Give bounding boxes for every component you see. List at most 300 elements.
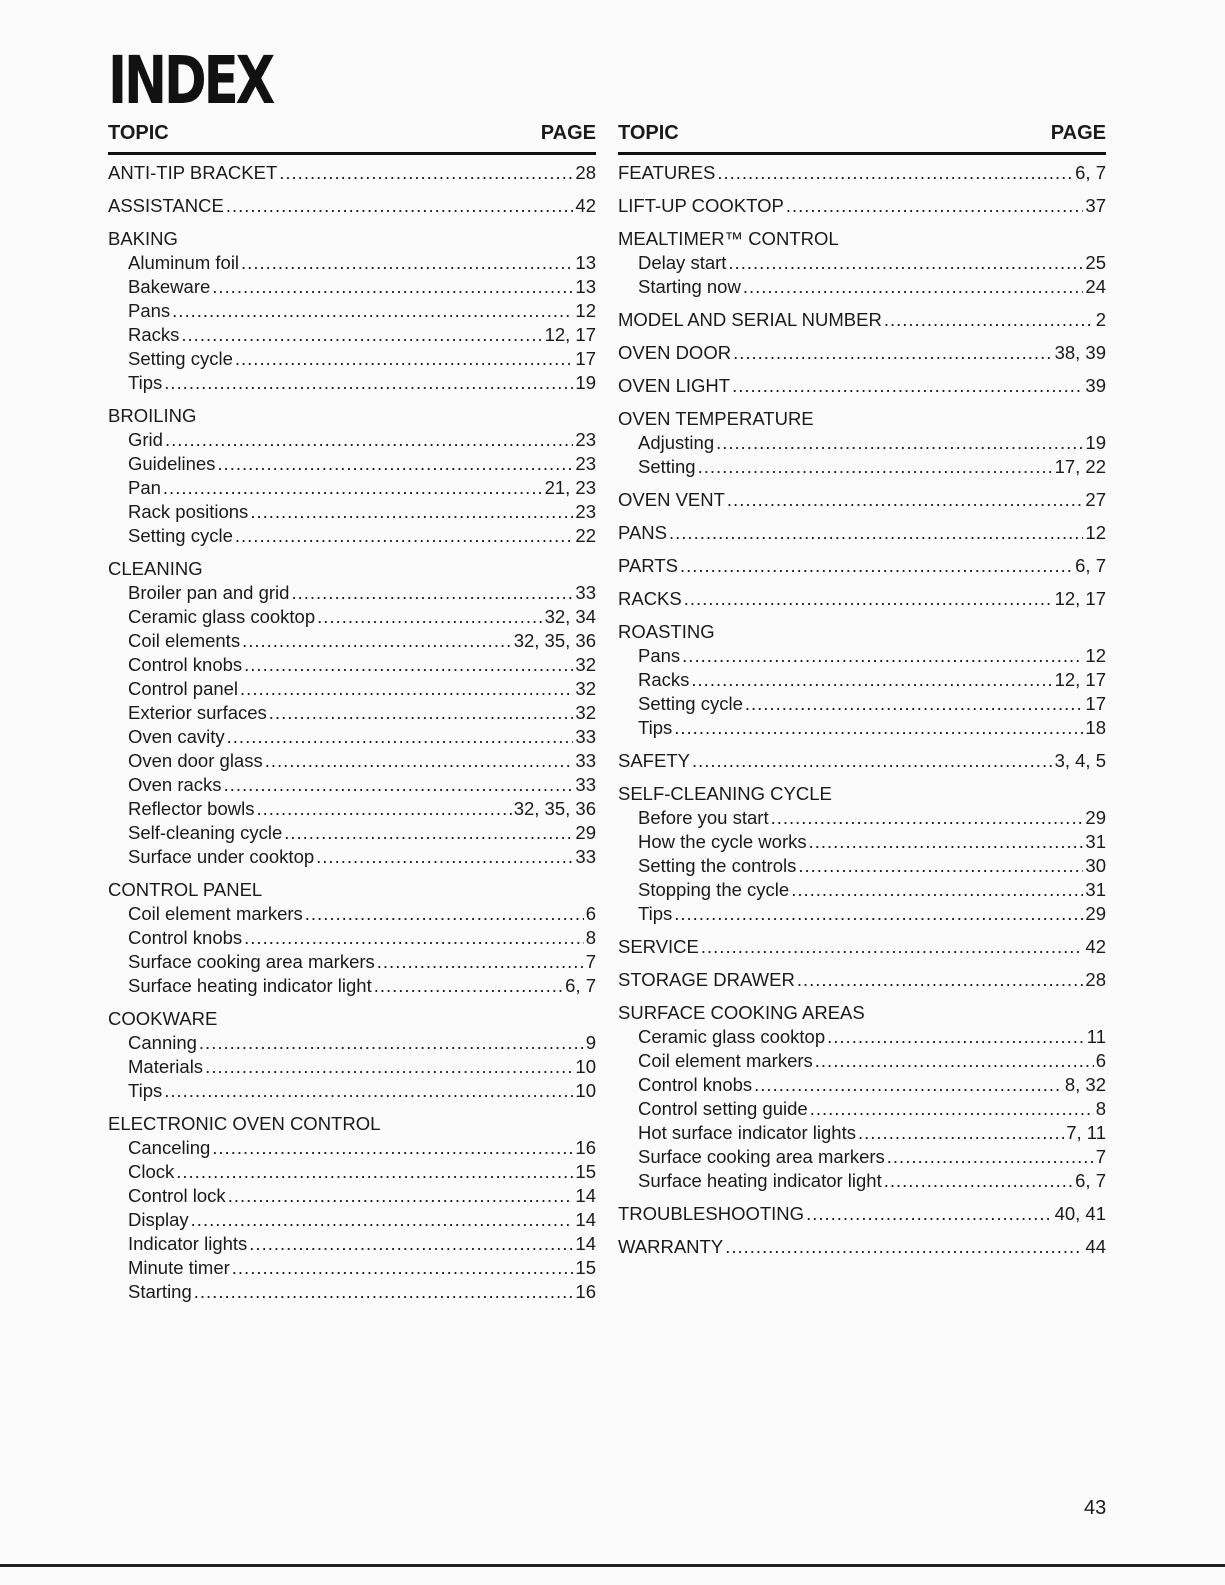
entry-label: Canceling <box>128 1137 211 1158</box>
dot-leader <box>242 629 512 653</box>
index-entry <box>618 587 1106 611</box>
entry-page: 15 <box>575 1161 596 1182</box>
entry-label: Racks <box>638 669 690 690</box>
dot-leader <box>191 1208 574 1232</box>
dot-leader <box>791 878 1083 902</box>
entry-label: TROUBLESHOOTING <box>618 1203 805 1224</box>
dot-leader <box>692 749 1053 773</box>
dot-leader <box>745 692 1084 716</box>
dot-leader <box>163 476 543 500</box>
page-heading: PAGE <box>1050 122 1106 144</box>
entry-label: Broiler pan and grid <box>128 582 290 603</box>
entry-label: Materials <box>128 1056 204 1077</box>
dot-leader <box>374 974 563 998</box>
entry-page: 8 <box>1095 1098 1106 1119</box>
category-heading: OVEN TEMPERATURE <box>618 408 814 429</box>
index-group <box>618 587 1106 611</box>
index-subentry <box>108 500 596 524</box>
index-entry <box>108 194 596 218</box>
entry-page: 29 <box>1085 903 1106 924</box>
index-column-right <box>618 121 1106 1259</box>
entry-label: ANTI-TIP BRACKET <box>108 162 278 183</box>
dot-leader <box>317 605 542 629</box>
entry-page: 29 <box>575 822 596 843</box>
dot-leader <box>176 1160 573 1184</box>
index-group <box>108 161 596 185</box>
entry-page: 33 <box>575 750 596 771</box>
entry-page: 10 <box>575 1080 596 1101</box>
index-entry <box>618 161 1106 185</box>
entry-label: Tips <box>128 372 163 393</box>
entry-page: 44 <box>1085 1236 1106 1257</box>
dot-leader <box>316 845 573 869</box>
dot-leader <box>698 455 1053 479</box>
topic-heading: TOPIC <box>618 122 679 144</box>
index-subentry <box>108 1055 596 1079</box>
dot-leader <box>226 194 574 218</box>
index-subentry <box>108 773 596 797</box>
index-subentry <box>108 1184 596 1208</box>
index-subentry <box>618 854 1106 878</box>
dot-leader <box>810 1097 1094 1121</box>
index-group <box>618 341 1106 365</box>
entry-page: 6, 7 <box>565 975 596 996</box>
dot-leader <box>771 806 1084 830</box>
entry-label: Pans <box>128 300 171 321</box>
index-group <box>618 620 1106 740</box>
dot-leader <box>377 950 584 974</box>
dot-leader <box>269 701 574 725</box>
entry-page: 17 <box>1085 693 1106 714</box>
entry-page: 7 <box>1095 1146 1106 1167</box>
index-subentry <box>108 1280 596 1304</box>
index-group <box>618 407 1106 479</box>
dot-leader <box>164 1079 573 1103</box>
index-subentry <box>108 974 596 998</box>
index-entry <box>618 554 1106 578</box>
index-subentry <box>108 653 596 677</box>
entry-page: 6, 7 <box>1075 1170 1106 1191</box>
entry-page: 33 <box>575 582 596 603</box>
index-subentry <box>618 1121 1106 1145</box>
entry-page: 12, 17 <box>1054 588 1106 609</box>
entry-page: 30 <box>1085 855 1106 876</box>
index-subentry <box>108 299 596 323</box>
entry-page: 31 <box>1085 831 1106 852</box>
entry-label: Starting <box>128 1281 192 1302</box>
dot-leader <box>786 194 1084 218</box>
entry-label: Control panel <box>128 678 239 699</box>
entry-label: Delay start <box>638 252 727 273</box>
index-group <box>618 227 1106 299</box>
entry-page: 14 <box>575 1185 596 1206</box>
entry-page: 28 <box>1085 969 1106 990</box>
entry-page: 8 <box>585 927 596 948</box>
column-header <box>618 121 1106 155</box>
entry-label: Reflector bowls <box>128 798 255 819</box>
index-subentry <box>618 1097 1106 1121</box>
entry-label: OVEN VENT <box>618 489 725 510</box>
category-heading: CLEANING <box>108 558 203 579</box>
index-subentry <box>618 251 1106 275</box>
entry-page: 39 <box>1085 375 1106 396</box>
entry-label: Oven cavity <box>128 726 225 747</box>
dot-leader <box>725 1235 1083 1259</box>
category-heading: BROILING <box>108 405 197 426</box>
entry-label: Setting cycle <box>128 525 233 546</box>
entry-label: STORAGE DRAWER <box>618 969 795 990</box>
index-subentry <box>618 1073 1106 1097</box>
entry-page: 38, 39 <box>1054 342 1106 363</box>
index-subentry <box>108 749 596 773</box>
index-subentry <box>108 629 596 653</box>
entry-page: 32 <box>575 702 596 723</box>
index-subentry <box>618 431 1106 455</box>
dot-leader <box>212 275 573 299</box>
entry-label: How the cycle works <box>638 831 807 852</box>
dot-leader <box>291 581 573 605</box>
dot-leader <box>809 830 1084 854</box>
index-subentry <box>108 1208 596 1232</box>
index-entry <box>618 1202 1106 1226</box>
entry-page: 19 <box>575 372 596 393</box>
index-group <box>618 521 1106 545</box>
entry-page: 21, 23 <box>544 477 596 498</box>
entry-label: Minute timer <box>128 1257 230 1278</box>
index-subentry <box>108 347 596 371</box>
dot-leader <box>232 1256 574 1280</box>
category-heading: ROASTING <box>618 621 715 642</box>
index-entry <box>618 521 1106 545</box>
entry-label: ASSISTANCE <box>108 195 224 216</box>
entry-label: OVEN DOOR <box>618 342 732 363</box>
index-group <box>618 308 1106 332</box>
entry-label: LIFT-UP COOKTOP <box>618 195 784 216</box>
index-group <box>618 374 1106 398</box>
dot-leader <box>682 644 1083 668</box>
entry-page: 22 <box>575 525 596 546</box>
dot-leader <box>172 299 573 323</box>
entry-page: 16 <box>575 1281 596 1302</box>
entry-label: Pan <box>128 477 161 498</box>
entry-label: RACKS <box>618 588 682 609</box>
entry-page: 33 <box>575 774 596 795</box>
index-group <box>618 935 1106 959</box>
entry-label: Control knobs <box>128 654 243 675</box>
entry-label: Control knobs <box>128 927 243 948</box>
dot-leader <box>235 524 574 548</box>
index-entry <box>618 341 1106 365</box>
index-entry <box>108 161 596 185</box>
entry-page: 18 <box>1085 717 1106 738</box>
entry-page: 6 <box>1095 1050 1106 1071</box>
index-entry <box>618 194 1106 218</box>
entry-label: Setting <box>638 456 696 477</box>
index-subentry <box>108 845 596 869</box>
dot-leader <box>240 677 573 701</box>
index-group <box>108 557 596 869</box>
page-number: 43 <box>1084 1497 1107 1519</box>
index-subentry <box>108 1079 596 1103</box>
entry-page: 2 <box>1095 309 1106 330</box>
entry-page: 32, 34 <box>544 606 596 627</box>
dot-leader <box>165 428 573 452</box>
index-group <box>108 1007 596 1103</box>
index-subentry <box>108 524 596 548</box>
index-subentry <box>618 830 1106 854</box>
index-group <box>618 161 1106 185</box>
dot-leader <box>806 1202 1053 1226</box>
entry-page: 12 <box>1085 522 1106 543</box>
dot-leader <box>754 1073 1063 1097</box>
entry-page: 40, 41 <box>1054 1203 1106 1224</box>
dot-leader <box>716 431 1083 455</box>
dot-leader <box>217 452 573 476</box>
entry-label: Surface cooking area markers <box>638 1146 885 1167</box>
entry-label: Control lock <box>128 1185 226 1206</box>
dot-leader <box>674 716 1083 740</box>
entry-page: 3, 4, 5 <box>1054 750 1106 771</box>
entry-label: Setting cycle <box>638 693 743 714</box>
dot-leader <box>701 935 1084 959</box>
index-subentry <box>108 677 596 701</box>
page-heading: PAGE <box>540 122 596 144</box>
category-heading: CONTROL PANEL <box>108 879 263 900</box>
dot-leader <box>728 251 1083 275</box>
entry-page: 16 <box>575 1137 596 1158</box>
entry-label: Control knobs <box>638 1074 753 1095</box>
dot-leader <box>798 854 1083 878</box>
index-entry <box>618 374 1106 398</box>
entry-page: 9 <box>585 1032 596 1053</box>
entry-page: 10 <box>575 1056 596 1077</box>
dot-leader <box>244 653 573 677</box>
dot-leader <box>884 308 1094 332</box>
entry-label: Bakeware <box>128 276 211 297</box>
dot-leader <box>205 1055 573 1079</box>
dot-leader <box>887 1145 1094 1169</box>
entry-label: Ceramic glass cooktop <box>638 1026 826 1047</box>
dot-leader <box>212 1136 573 1160</box>
entry-page: 19 <box>1085 432 1106 453</box>
index-subentry <box>618 1145 1106 1169</box>
entry-page: 12, 17 <box>544 324 596 345</box>
entry-label: Aluminum foil <box>128 252 240 273</box>
category-heading: SURFACE COOKING AREAS <box>618 1002 865 1023</box>
entry-label: Setting the controls <box>638 855 797 876</box>
entry-label: Indicator lights <box>128 1233 248 1254</box>
entry-page: 32, 35, 36 <box>513 798 596 819</box>
index-column-left <box>108 121 596 1304</box>
entry-label: Canning <box>128 1032 197 1053</box>
entry-label: OVEN LIGHT <box>618 375 731 396</box>
entry-label: PARTS <box>618 555 678 576</box>
dot-leader <box>727 488 1084 512</box>
index-subentry <box>108 926 596 950</box>
dot-leader <box>743 275 1084 299</box>
dot-leader <box>305 902 584 926</box>
dot-leader <box>256 797 511 821</box>
index-group <box>108 227 596 395</box>
dot-leader <box>717 161 1073 185</box>
dot-leader <box>181 323 542 347</box>
entry-label: Surface cooking area markers <box>128 951 375 972</box>
dot-leader <box>241 251 573 275</box>
entry-page: 32 <box>575 678 596 699</box>
entry-page: 23 <box>575 501 596 522</box>
index-subentry <box>108 950 596 974</box>
entry-label: Setting cycle <box>128 348 233 369</box>
dot-leader <box>669 521 1083 545</box>
entry-page: 42 <box>1085 936 1106 957</box>
dot-leader <box>244 926 584 950</box>
index-subentry <box>108 428 596 452</box>
dot-leader <box>279 161 573 185</box>
index-entry <box>618 308 1106 332</box>
entry-page: 12 <box>1085 645 1106 666</box>
index-subentry <box>108 371 596 395</box>
entry-label: Pans <box>638 645 681 666</box>
entry-page: 32, 35, 36 <box>513 630 596 651</box>
dot-leader <box>684 587 1053 611</box>
bottom-rule <box>0 1564 1225 1567</box>
entry-label: Grid <box>128 429 163 450</box>
index-entry <box>618 488 1106 512</box>
entry-page: 8, 32 <box>1064 1074 1106 1095</box>
entry-page: 14 <box>575 1209 596 1230</box>
entry-page: 6 <box>585 903 596 924</box>
index-group <box>618 1202 1106 1226</box>
entry-label: Hot surface indicator lights <box>638 1122 856 1143</box>
topic-heading: TOPIC <box>108 122 169 144</box>
index-subentry <box>618 902 1106 926</box>
entry-label: PANS <box>618 522 668 543</box>
index-subentry <box>618 644 1106 668</box>
entry-label: Coil element markers <box>638 1050 813 1071</box>
entry-label: Surface heating indicator light <box>638 1170 882 1191</box>
entry-label: SAFETY <box>618 750 690 771</box>
entry-label: Guidelines <box>128 453 216 474</box>
index-group <box>618 1001 1106 1193</box>
dot-leader <box>284 821 573 845</box>
dot-leader <box>797 968 1084 992</box>
index-subentry <box>108 1136 596 1160</box>
entry-page: 15 <box>575 1257 596 1278</box>
index-group <box>618 554 1106 578</box>
index-subentry <box>618 878 1106 902</box>
index-group <box>618 1235 1106 1259</box>
index-group <box>108 1112 596 1304</box>
entry-page: 27 <box>1085 489 1106 510</box>
entry-page: 7, 11 <box>1066 1122 1106 1143</box>
entry-label: Oven racks <box>128 774 222 795</box>
index-entry <box>618 935 1106 959</box>
entry-label: FEATURES <box>618 162 716 183</box>
category-heading: ELECTRONIC OVEN CONTROL <box>108 1113 381 1134</box>
dot-leader <box>827 1025 1085 1049</box>
entry-label: Tips <box>638 903 673 924</box>
category-heading: SELF-CLEANING CYCLE <box>618 783 832 804</box>
dot-leader <box>199 1031 584 1055</box>
index-entries <box>618 161 1106 1259</box>
entry-page: 25 <box>1085 252 1106 273</box>
dot-leader <box>733 341 1052 365</box>
page-title: INDEX <box>108 42 273 119</box>
entry-label: Exterior surfaces <box>128 702 267 723</box>
index-entry <box>618 1235 1106 1259</box>
entry-label: Rack positions <box>128 501 249 522</box>
entry-page: 6, 7 <box>1075 162 1106 183</box>
entry-page: 23 <box>575 429 596 450</box>
dot-leader <box>250 500 573 524</box>
entry-page: 23 <box>575 453 596 474</box>
entry-page: 13 <box>575 252 596 273</box>
entry-label: Self-cleaning cycle <box>128 822 283 843</box>
entry-label: SERVICE <box>618 936 699 957</box>
entry-label: Before you start <box>638 807 769 828</box>
dot-leader <box>680 554 1073 578</box>
entry-label: Racks <box>128 324 180 345</box>
index-subentry <box>108 1256 596 1280</box>
dot-leader <box>858 1121 1064 1145</box>
dot-leader <box>164 371 573 395</box>
entry-label: Adjusting <box>638 432 715 453</box>
index-entry <box>618 749 1106 773</box>
dot-leader <box>227 725 574 749</box>
index-subentry <box>108 1232 596 1256</box>
entry-label: Surface heating indicator light <box>128 975 372 996</box>
entry-label: Display <box>128 1209 189 1230</box>
index-entry <box>618 968 1106 992</box>
entry-page: 28 <box>575 162 596 183</box>
entry-page: 31 <box>1085 879 1106 900</box>
entry-label: Coil element markers <box>128 903 303 924</box>
dot-leader <box>674 902 1083 926</box>
dot-leader <box>884 1169 1073 1193</box>
entry-label: Surface under cooktop <box>128 846 315 867</box>
index-subentry <box>618 806 1106 830</box>
index-entries <box>108 161 596 1304</box>
index-subentry <box>108 581 596 605</box>
index-subentry <box>108 605 596 629</box>
column-header <box>108 121 596 155</box>
entry-page: 32 <box>575 654 596 675</box>
index-subentry <box>618 1169 1106 1193</box>
entry-page: 6, 7 <box>1075 555 1106 576</box>
entry-label: Control setting guide <box>638 1098 808 1119</box>
entry-page: 24 <box>1085 276 1106 297</box>
entry-page: 12, 17 <box>1054 669 1106 690</box>
entry-label: Oven door glass <box>128 750 263 771</box>
dot-leader <box>194 1280 574 1304</box>
entry-page: 37 <box>1085 195 1106 216</box>
entry-page: 11 <box>1086 1026 1106 1047</box>
category-heading: COOKWARE <box>108 1008 218 1029</box>
entry-page: 17, 22 <box>1054 456 1106 477</box>
index-subentry <box>618 455 1106 479</box>
entry-label: Ceramic glass cooktop <box>128 606 316 627</box>
index-subentry <box>108 1160 596 1184</box>
index-group <box>618 749 1106 773</box>
index-group <box>108 404 596 548</box>
entry-label: Starting now <box>638 276 741 297</box>
index-subentry <box>618 275 1106 299</box>
entry-page: 17 <box>575 348 596 369</box>
index-subentry <box>108 725 596 749</box>
category-heading: MEALTIMER™ CONTROL <box>618 228 839 249</box>
dot-leader <box>235 347 574 371</box>
entry-label: Stopping the cycle <box>638 879 790 900</box>
